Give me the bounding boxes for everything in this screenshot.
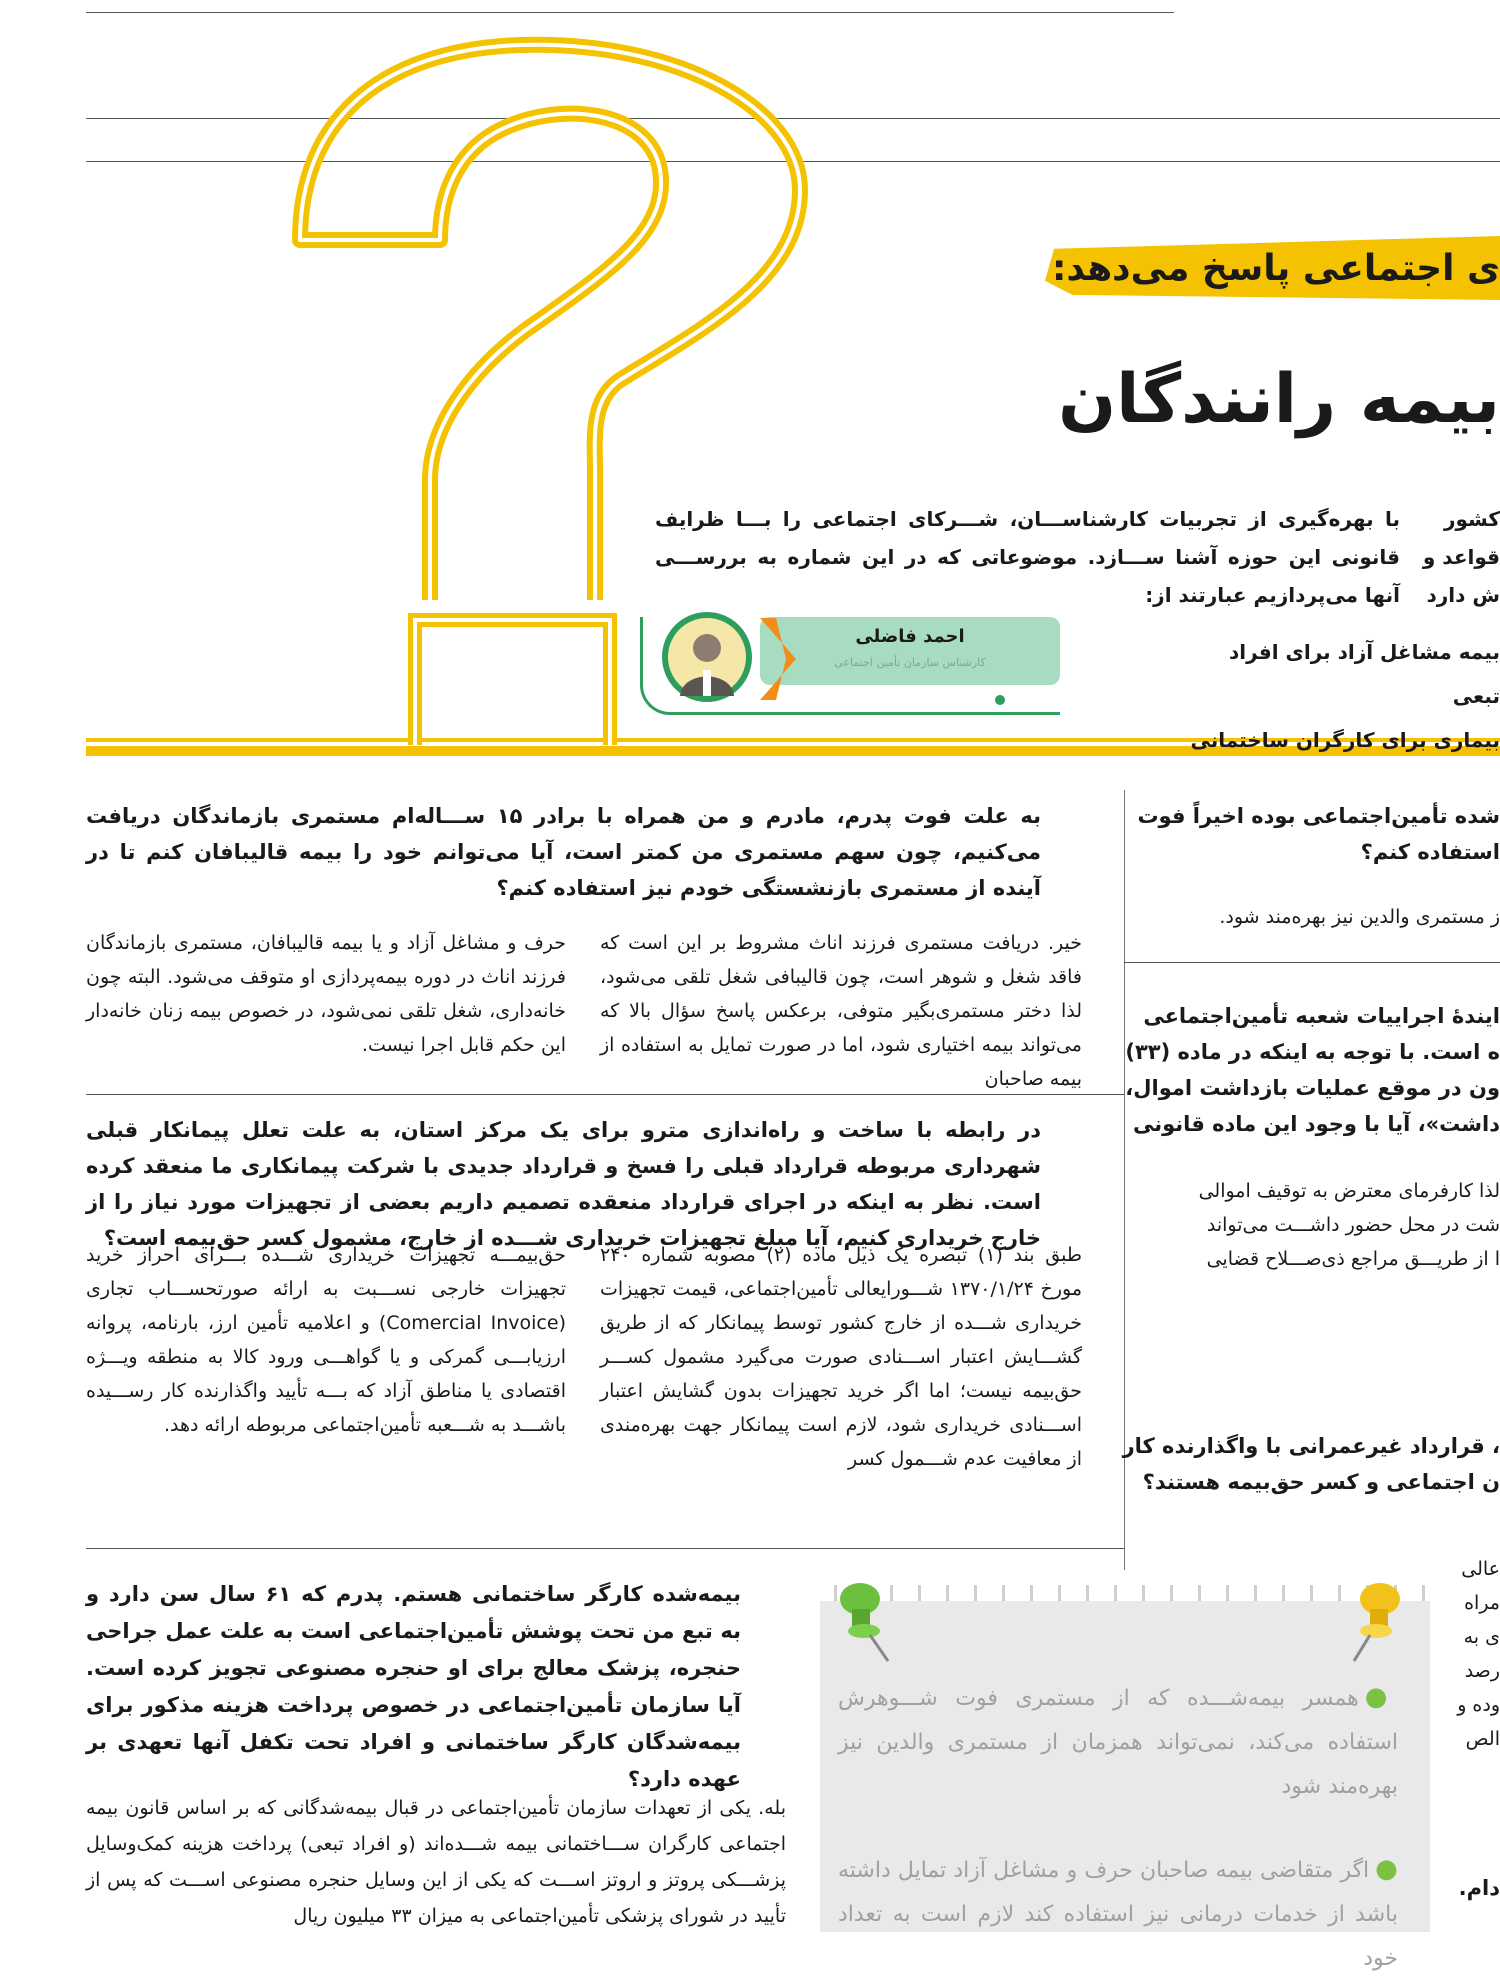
note-item-1: ●همسر بیمه‌شـــده که از مستمری فوت شـــوهرش استفاده می‌کند، نمی‌تواند همزمان از مستمری والدین نیز بهره‌مند شود: [838, 1682, 1398, 1799]
author-role: کارشناس سازمان تأمین اجتماعی: [834, 656, 986, 669]
green-pin-icon: [830, 1575, 900, 1665]
right-rule: [1124, 962, 1500, 963]
right-bottom-fragment: دام.: [1458, 1876, 1500, 1900]
qa2-rule: [86, 1548, 1124, 1549]
qa1-question: به علت فوت پدرم، مادرم و من همراه با برادر ۱۵ ســـاله‌ام مستمری بازماندگان دریافت می‌کنیم، چون سهم مستمری من کمتر است، آیا می‌توانم خود را بیمه قالیبافان کنم تا در آینده از مستمری بازنشستگی خودم نیز استفاده کنم؟: [86, 804, 1041, 900]
qa2-answer-right: طبق بند (۱) تبصره یک ذیل ماده (۲) مصوبه شماره ۲۴۰ مورخ ۱۳۷۰/۱/۲۴ شـــورایعالی تأمین‌اجتماعی، قیمت تجهیزات خریداری شـــده از خارج کشور توسط پیمانکار که از طریق گشـــایش اعتبار اســـنادی صورت می‌گیرد مشمول کســـر حق‌بیمه نیست؛ اما اگر خرید تجهیزات بدون گشایش اعتبار اســـنادی خریداری شود، لازم است پیمانکار جهت بهره‌مندی از معافیت عدم شـــمول کسر: [600, 1244, 1082, 1470]
intro-text: با بهره‌گیری از تجربیات کارشناســـان، شـــرکای اجتماعی را بـــا ظرایف قانونی این حوزه آشنا ســـازد. موضوعاتی که در این شماره به بررســـی آنها می‌پردازیم عبارتند از:: [655, 507, 1400, 607]
topic-item: بیماری برای کارگران ساختمانی: [1190, 728, 1500, 752]
qa2-answer-left: حق‌بیمـــه تجهیزات خریداری شـــده بـــرای احراز خرید تجهیزات خارجی نســـبت به ارائه صورتحســـاب تجاری (Comercial Invoice) و اعلامیه تأمین ارز، بارنامه، پروانه ارزیابـــی گمرکی و یا گواهـــی ورود کالا به منطقه ویـــژه اقتصادی یا مناطق آزاد که بـــه تأیید واگذارنده کار رســـیده باشـــد به شـــعبه تأمین‌اجتماعی مربوطه ارائه دهد.: [86, 1244, 566, 1436]
right-block1-answer: ز مستمری والدین نیز بهره‌مند شود.: [1219, 906, 1500, 928]
qa2-question: در رابطه با ساخت و راه‌اندازی مترو برای یک مرکز استان، به علت تعلل پیمانکار قبلی شهرداری مربوطه قرارداد قبلی را فسخ و قرارداد جدیدی با شرکت پیمانکاری ما منعقد کرده است. نظر به اینکه در اجرای قرارداد منعقده تصمیم داریم بعضی از تجهیزات مورد نیاز را از خارج خریداری کنیم، آیا مبلغ تجهیزات خریداری شـــده از خارج، مشمول کسر حق‌بیمه است؟: [86, 1118, 1041, 1250]
note-item-2: ●اگر متقاضی بیمه صاحبان حرف و مشاغل آزاد تمایل داشته باشد از خدمات درمانی نیز استفاده کند لازم است به تعداد خود: [838, 1854, 1399, 1971]
topics-list: [1180, 630, 1500, 762]
note-binding: [820, 1585, 1430, 1601]
right-block1: شده تأمین‌اجتماعی بوده اخیراً فوت استفاده کنم؟: [1137, 804, 1500, 864]
author-card-dot: [995, 695, 1005, 705]
right-block2-answer: لذا کارفرمای معترض به توقیف اموالی شت در محل حضور داشـــت می‌تواند ا از طریـــق مراجع ذی‌صـــلاح قضایی: [1198, 1180, 1500, 1270]
right-block2: ایندهٔ اجراییات شعبه تأمین‌اجتماعی ه است. با توجه به اینکه در ماده (۳۳) ون در موقع عملیات بازداشت اموال، داشت»، آیا با وجود این ماده قانونی: [1125, 1004, 1500, 1136]
right-edge-fragments: عالی مراه ی به رصد وده و الص: [1457, 1558, 1500, 1750]
intro-fragment: قواعد و: [1422, 545, 1500, 569]
bullet-icon: ●: [1364, 1682, 1398, 1712]
intro-fragment: ش دارد: [1426, 583, 1500, 607]
qa3-question: بیمه‌شده کارگر ساختمانی هستم. پدرم که ۶۱ سال سن دارد و به تبع من تحت پوشش تأمین‌اجتماعی است به علت عمل جراحی حنجره، پزشک معالج برای او حنجره مصنوعی تجویز کرده است. آیا سازمان تأمین‌اجتماعی در خصوص پرداخت هزینه مذکور برای بیمه‌شدگان کارگر ساختمانی و افراد تحت تکفل آنها تعهدی بر عهده دارد؟: [86, 1582, 741, 1791]
qa1-rule: [86, 1094, 1124, 1095]
banner-text: ی اجتماعی پاسخ می‌دهد:: [1052, 248, 1500, 289]
author-name: احمد فاضلی: [855, 626, 965, 647]
intro-fragment: کشور: [1443, 507, 1500, 531]
yellow-pin-icon: [1340, 1575, 1410, 1665]
intro-right-fragments: [1420, 500, 1500, 614]
page-title: بیمه رانندگان: [1058, 360, 1500, 439]
qa3-answer: بله. یکی از تعهدات سازمان تأمین‌اجتماعی در قبال بیمه‌شدگانی که بر اساس قانون بیمه اجتماعی کارگران ســـاختمانی بیمه شـــده‌اند (و افراد تبعی) پرداخت هزینه کمک‌وسایل پزشـــکی پروتز و اروتز اســـت که یکی از این وسایل حنجره مصنوعی اســـت که پس از تأیید در شورای پزشکی تأمین‌اجتماعی به میزان ۳۳ میلیون ریال: [86, 1797, 786, 1927]
chevron-icon: [756, 614, 806, 704]
right-block3: ، قرارداد غیرعمرانی با واگذارنده کار ن اجتماعی و کسر حق‌بیمه هستند؟: [1122, 1434, 1500, 1494]
bullet-icon: ●: [1375, 1854, 1399, 1884]
qa1-answer-left: حرف و مشاغل آزاد و یا بیمه قالیبافان، مستمری بازماندگان فرزند اناث در دوره بیمه‌پردازی او متوقف می‌شود. البته چون خانه‌داری، شغل تلقی نمی‌شود، در خصوص بیمه زنان خانه‌دار این حکم قابل اجرا نیست.: [86, 932, 566, 1056]
topic-item: بیمه مشاغل آزاد برای افراد تبعی: [1229, 640, 1500, 708]
qa1-answer-right: خیر. دریافت مستمری فرزند اناث مشروط بر این است که فاقد شغل و شوهر است، چون قالیبافی شغل تلقی می‌شود، لذا دختر مستمری‌بگیر متوفی، برعکس پاسخ سؤال بالا که می‌تواند بیمه اختیاری شود، اما در صورت تمایل به استفاده از بیمه صاحبان: [600, 932, 1082, 1090]
note-card: [820, 1585, 1430, 1971]
portrait-icon: [662, 612, 752, 702]
author-card: [640, 612, 1060, 717]
